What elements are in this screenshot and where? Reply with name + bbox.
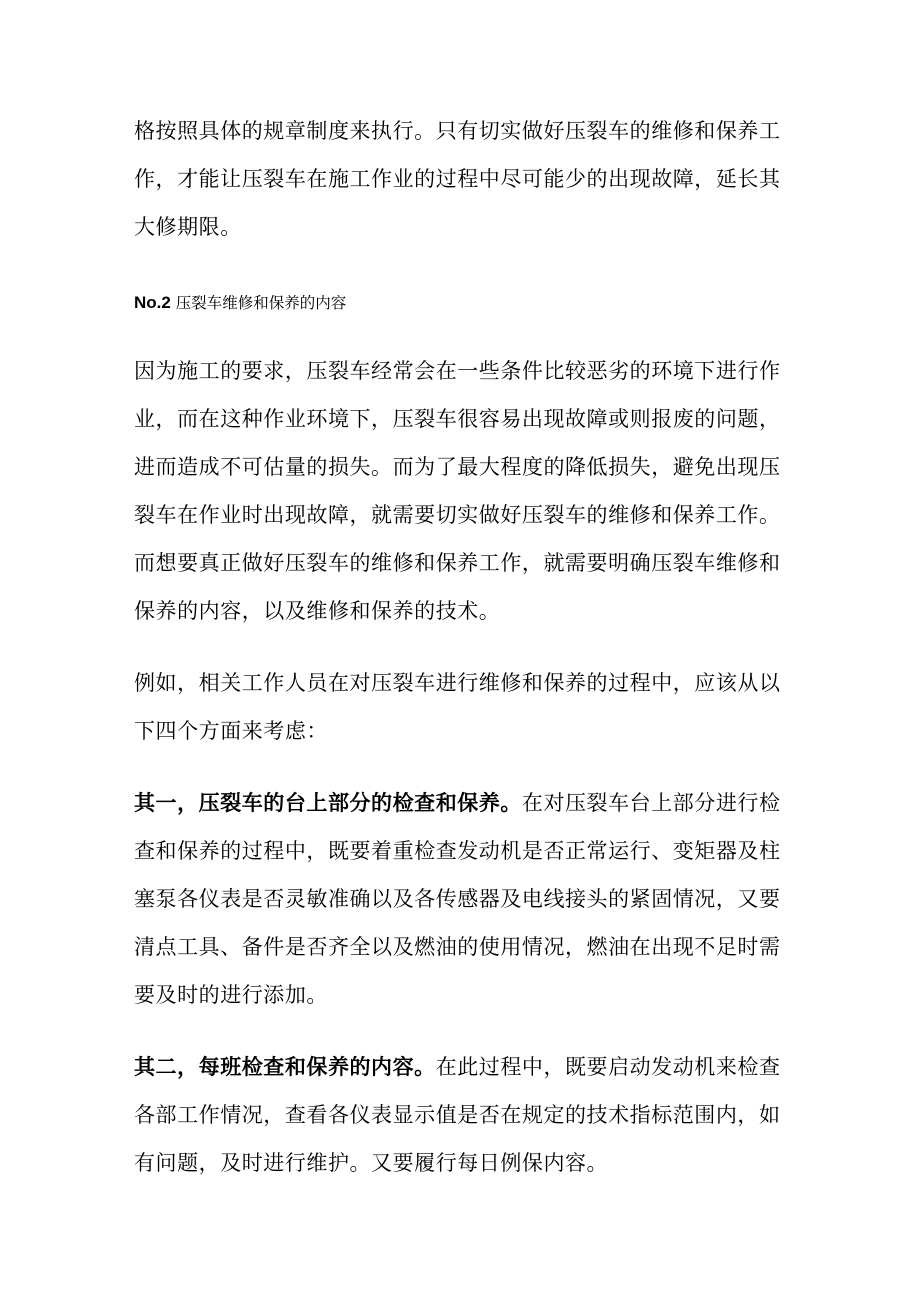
- paragraph3-line-2: 查和保养的过程中，既要着重检查发动机是否正常运行、变矩器及柱: [134, 839, 781, 863]
- section-heading: [134, 292, 346, 314]
- intro-line-3: 大修期限。: [134, 215, 242, 239]
- section-title: 压裂车维修和保养的内容: [175, 294, 347, 312]
- paragraph3-line-4: 清点工具、备件是否齐全以及燃油的使用情况，燃油在出现不足时需: [134, 935, 781, 959]
- paragraph1-line-2: 业，而在这种作业环境下，压裂车很容易出现故障或则报废的问题，: [134, 407, 781, 431]
- paragraph4-lead: 其二，每班检查和保养的内容。: [134, 1055, 436, 1079]
- section-number: No.2: [134, 293, 171, 312]
- paragraph3-line-1: [134, 789, 781, 817]
- intro-line-2: 作，才能让压裂车在施工作业的过程中尽可能少的出现故障，延长其: [134, 167, 781, 191]
- paragraph1-line-5: 而想要真正做好压裂车的维修和保养工作，就需要明确压裂车维修和: [134, 551, 781, 575]
- paragraph1-line-1: 因为施工的要求，压裂车经常会在一些条件比较恶劣的环境下进行作: [134, 359, 781, 383]
- paragraph1-line-3: 进而造成不可估量的损失。而为了最大程度的降低损失，避免出现压: [134, 455, 781, 479]
- paragraph4-line-3: 有问题，及时进行维护。又要履行每日例保内容。: [134, 1151, 609, 1175]
- paragraph3-line-3: 塞泵各仪表是否灵敏准确以及各传感器及电线接头的紧固情况，又要: [134, 887, 781, 911]
- intro-line-1: 格按照具体的规章制度来执行。只有切实做好压裂车的维修和保养工: [134, 119, 781, 143]
- paragraph1-line-4: 裂车在作业时出现故障，就需要切实做好压裂车的维修和保养工作。: [134, 503, 781, 527]
- paragraph2-line-1: 例如，相关工作人员在对压裂车进行维修和保养的过程中，应该从以: [134, 671, 781, 695]
- paragraph2-line-2: 下四个方面来考虑：: [134, 719, 328, 743]
- paragraph4-first-rest: 在此过程中，既要启动发动机来检查: [435, 1055, 781, 1079]
- paragraph4-line-1: [134, 1053, 781, 1081]
- paragraph3-lead: 其一，压裂车的台上部分的检查和保养。: [134, 791, 522, 815]
- paragraph1-line-6: 保养的内容，以及维修和保养的技术。: [134, 599, 501, 623]
- paragraph4-line-2: 各部工作情况，查看各仪表显示值是否在规定的技术指标范围内，如: [134, 1103, 781, 1127]
- paragraph3-first-rest: 在对压裂车台上部分进行检: [521, 791, 781, 815]
- paragraph3-line-5: 要及时的进行添加。: [134, 983, 328, 1007]
